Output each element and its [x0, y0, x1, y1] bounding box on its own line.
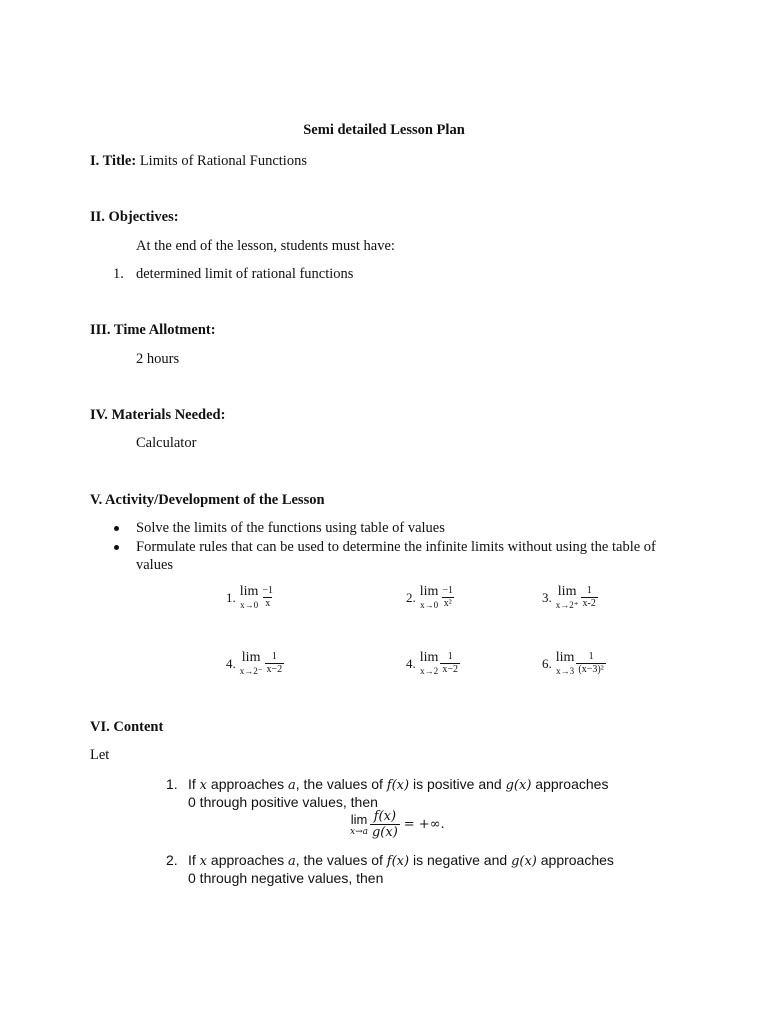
time-value: 2 hours [136, 351, 180, 367]
bullet-icon [114, 545, 119, 550]
section-title-label: I. Title: [90, 153, 137, 169]
activity-bullet-1: Solve the limits of the functions using table of values [136, 520, 445, 536]
activity-bullet-2-line1: Formulate rules that can be used to determine the infinite limits without using the table of [136, 539, 656, 555]
section-objectives-label: II. Objectives: [90, 209, 179, 225]
content-let: Let [90, 747, 110, 763]
rule-1-line1: If x approaches a, the values of f(x) is positive and g(x) approaches [188, 776, 609, 793]
section-content-label: VI. Content [90, 719, 164, 735]
rule-2-line1: If x approaches a, the values of f(x) is negative and g(x) approaches [188, 852, 614, 869]
rule-1-formula: lim x→a $\frac{f(x)}{g(x)}$ = +∞. [350, 809, 445, 840]
section-materials-label: IV. Materials Needed: [90, 407, 226, 423]
bullet-icon [114, 526, 119, 531]
rule-2-line2: 0 through negative values, then [188, 870, 384, 886]
problem-2: 2. lim x→0 $\frac{-1}{\text{x²}}$ [406, 584, 454, 610]
section-activity-label: V. Activity/Development of the Lesson [90, 492, 325, 508]
objectives-intro: At the end of the lesson, students must have: [136, 238, 395, 254]
section-title [90, 153, 307, 170]
problem-4: 4. lim x→2⁻ $\frac{1}{x-2}$ [226, 650, 283, 676]
problem-1: 1. lim x→0 $\frac{-1}{x}$ [226, 584, 274, 610]
section-time-label: III. Time Allotment: [90, 322, 216, 338]
lesson-title: Limits of Rational Functions [139, 153, 307, 169]
materials-value: Calculator [136, 435, 197, 451]
rule-1-line2: 0 through positive values, then [188, 794, 378, 810]
objective-item: determined limit of rational functions [136, 266, 354, 282]
rule-1-number: 1. [166, 776, 178, 792]
problem-6: 6. lim x→3 $\frac{1}{\text{(x−3)²}}$ [542, 650, 604, 676]
problem-3: 3. lim x→2⁺ $\frac{1}{x-2}$ [542, 584, 596, 610]
activity-bullet-2-line2: values [136, 557, 174, 573]
objective-number: 1. [113, 266, 124, 282]
document-title: Semi detailed Lesson Plan [303, 122, 465, 138]
rule-2-number: 2. [166, 852, 178, 868]
problem-5: 4. lim x→2 $\frac{1}{x-2}$ [406, 650, 459, 676]
